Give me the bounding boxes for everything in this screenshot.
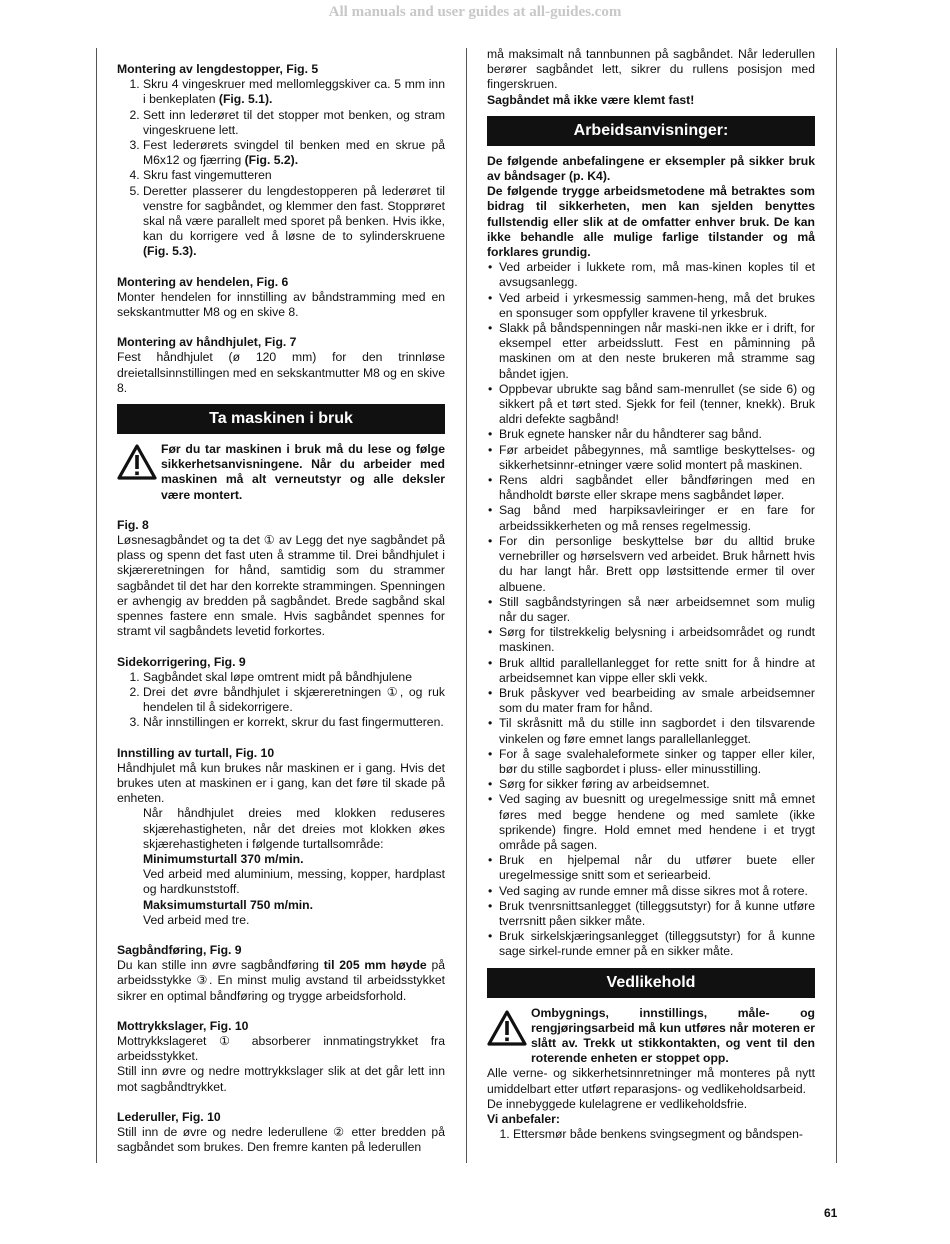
warning-block [487, 1006, 815, 1067]
paragraph: Ved arbeid med tre. [143, 912, 250, 927]
paragraph: Løsnesagbåndet og ta det ① av Legg det nye sagbåndet på plass og spenn det fast uten å stramme til. Drei båndhjulet i skjæreretningen for hånd, samtidig som du strammer sagbåndet til det har den korrekte strammingen. Spenningen er avhengig av bredden på sagbåndet. Brede sagbånd skal spennes fastere enn smale. Hvis sagbåndet spennes for stramt vil sagbåndets levetid forkortes. [117, 533, 445, 639]
bullet-item: • Før arbeidet påbegynnes, må samtlige beskyttelses- og sikkerhetsinnr-etninger være solid montert på maskinen. [499, 443, 815, 473]
section-heading: Montering av hendelen, Fig. 6 [117, 274, 289, 289]
section-heading: Sagbåndføring, Fig. 9 [117, 942, 242, 957]
section-heading: Mottrykkslager, Fig. 10 [117, 1018, 249, 1033]
section-heading: Montering av håndhjulet, Fig. 7 [117, 335, 297, 350]
section-banner: Arbeidsanvisninger: [487, 116, 815, 146]
paragraph: Monter hendelen for innstilling av båndstramming med en sekskantmutter M8 og en skive 8. [117, 289, 445, 320]
list-item: 2. Sett inn lederøret til det stopper mot benken, og stram vingeskruene lett. [143, 108, 445, 138]
warning-text: Ombygnings, innstillings, måle- og rengjøringsarbeid må kun utføres når moteren er slått av. Trekk ut stikkontakten, og vent til den roterende enheten er stoppet opp. [531, 1005, 815, 1066]
warning-triangle-icon [117, 444, 157, 480]
intro-paragraph: De følgende anbefalingene er eksempler på sikker bruk av båndsager (p. K4). [487, 153, 815, 184]
bold-note: Sagbåndet må ikke være klemt fast! [487, 92, 695, 107]
bullet-item: • Bruk egnete hansker når du håndterer sag bånd. [499, 427, 815, 442]
paragraph: Still inn de øvre og nedre lederullene ② etter bredden på sagbåndet som brukes. Den fremre kanten på lederullen [117, 1124, 445, 1155]
bullet-item: • Sørg for sikker føring av arbeidsemnet. [499, 777, 815, 792]
bullet-item: • Slakk på båndspenningen når maski-nen ikke er i drift, for eksempel etter arbeidsslutt. Fest en påminning på maskinen om at den neste brukeren må stramme sag båndet igjen. [499, 321, 815, 382]
list-item: 5. Deretter plasserer du lengdestopperen på lederøret til venstre for sagbåndet, og klemmer den fast. Stopprøret skal nå være parallelt med sporet på benken. Hvis ikke, kan du korrigere ved å løsne de to sylinderskruene (Fig. 5.3). [143, 184, 445, 260]
section-heading: Fig. 8 [117, 517, 149, 532]
bullet-item: • Oppbevar ubrukte sag bånd sam-menrullet (se side 6) og sikkert på et tørt sted. Sjekk for feil (tenner, knekk). Bruk aldri defekte sagbånd! [499, 382, 815, 428]
list-item: 4. Skru fast vingemutteren [143, 168, 445, 183]
page-number: 61 [824, 1206, 838, 1220]
paragraph: De innebyggede kulelagrene er vedlikeholdsfrie. [487, 1096, 748, 1111]
warning-triangle-icon [487, 1010, 527, 1046]
paragraph: må maksimalt nå tannbunnen på sagbåndet. Når lederullen berører sagbåndet lett, sikrer du rullens posisjon med fingerskruen. [487, 47, 815, 92]
section-heading: Montering av lengdestopper, Fig. 5 [117, 62, 319, 76]
bullet-item: • Ved saging av buesnitt og uregelmessige snitt må emnet føres med begge hendene og med samlete (ikke sprikende) fingre. Hold emnet med hendene i et trygt område på sagen. [499, 792, 815, 853]
intro-paragraph: De følgende trygge arbeidsmetodene må betraktes som bidrag til sikkerheten, men kan sjelden benyttes fullstendig eller slik at de omfatter enhver bruk. De kan ikke behandle alle mulige farlige tilstander og må forklares grundig. [487, 184, 815, 260]
list-item: 1. Sagbåndet skal løpe omtrent midt på båndhjulene [143, 670, 445, 685]
bullet-item: • Bruk påskyver ved bearbeiding av smale arbeidsemner som du mater fram for hånd. [499, 686, 815, 716]
paragraph: Du kan stille inn øvre sagbåndføring til 205 mm høyde på arbeidsstykke ③. En minst mulig avstand til arbeidsstykket sikrer en optimal båndføring og trygge arbeidsforhold. [117, 958, 445, 1003]
right-column [487, 47, 815, 1142]
right-margin-rule [836, 48, 837, 1163]
recommend-label: Vi anbefaler: [487, 1112, 560, 1126]
bullet-item: • Sørg for tilstrekkelig belysning i arbeidsområdet og rundt maskinen. [499, 625, 815, 655]
bullet-item: • Rens aldri sagbåndet eller båndføringen med en håndholdt børste eller skrape mens sagbåndet løper. [499, 473, 815, 503]
list-item: 3. Fest lederørets svingdel til benken med en skrue på M6x12 og fjærring (Fig. 5.2). [143, 138, 445, 168]
paragraph: Håndhjulet må kun brukes når maskinen er i gang. Hvis det brukes uten at maskinen er i gang, kan det føre til skade på enheten. [117, 760, 445, 806]
list-item: 3. Når innstillingen er korrekt, skrur du fast fingermutteren. [143, 715, 445, 730]
section-heading: Lederuller, Fig. 10 [117, 1109, 221, 1124]
numbered-list [487, 1127, 815, 1142]
bullet-list [487, 260, 815, 959]
indented-block [117, 806, 445, 928]
warning-text: Før du tar maskinen i bruk må du lese og følge sikkerhetsanvisningene. Når du arbeider med maskinen må alt verneutstyr og alle deksler være montert. [161, 442, 445, 502]
bullet-item: • Bruk sirkelskjæringsanlegget (tilleggsutstyr) for å kunne sage sirkel-runde emner på en sikker måte. [499, 929, 815, 959]
section-banner: Ta maskinen i bruk [117, 404, 445, 434]
paragraph: Alle verne- og sikkerhetsinnretninger må monteres på nytt umiddelbart etter utført reparasjons- og vedlikeholdsarbeid. [487, 1066, 815, 1096]
left-column [117, 62, 445, 1155]
bullet-item: • Ved saging av runde emner må disse sikres mot å rotere. [499, 884, 815, 899]
bullet-item: • Bruk en hjelpemal når du utfører buete eller uregelmessige snitt som et seriearbeid. [499, 853, 815, 883]
bullet-item: • Sag bånd med harpiksavleiringer er en fare for arbeidssikkerheten og må renses regelmessig. [499, 503, 815, 533]
max-speed-label: Maksimumsturtall 750 m/min. [143, 897, 314, 912]
paragraph: Fest håndhjulet (ø 120 mm) for den trinnløse dreietallsinnstillingen med en sekskantmutter M8 og en skive 8. [117, 350, 445, 395]
bullet-item: • Ved arbeider i lukkete rom, må mas-kinen koples til et avsugsanlegg. [499, 260, 815, 290]
list-item: 1. Skru 4 vingeskruer med mellomleggskiver ca. 5 mm inn i benkeplaten (Fig. 5.1). [143, 77, 445, 107]
numbered-list [117, 77, 445, 259]
paragraph: Still inn øvre og nedre mottrykkslager slik at det går lett inn mot sagbåndtrykket. [117, 1064, 445, 1094]
bullet-item: • Til skråsnitt må du stille inn sagbordet i den tilsvarende vinkelen og føre emnet langs parallellanlegget. [499, 716, 815, 746]
bullet-item: • Ved arbeid i yrkesmessig sammen-heng, må det brukes en sponsuger som oppfyller kravene til yrkesbruk. [499, 291, 815, 321]
bullet-item: • Still sagbåndstyringen så nær arbeidsemnet som mulig når du sager. [499, 595, 815, 625]
left-margin-rule [96, 48, 97, 1163]
warning-block [117, 442, 445, 503]
bullet-item: • For å sage svalehaleformete sinker og tapper eller kiler, bør du stille sagbordet i pluss- eller minusstilling. [499, 747, 815, 777]
min-speed-label: Minimumsturtall 370 m/min. [143, 851, 304, 866]
numbered-list [117, 670, 445, 731]
list-item: 1. Ettersmør både benkens svingsegment og båndspen- [513, 1127, 815, 1142]
bullet-item: • Bruk alltid parallellanlegget for rette snitt for å hindre at arbeidsemnet kan vippe eller skli vekk. [499, 656, 815, 686]
section-heading: Sidekorrigering, Fig. 9 [117, 654, 246, 669]
bullet-item: • For din personlige beskyttelse bør du alltid bruke vernebriller og hørselsvern ved arbeidet. Bruk hårnett hvis du har langt hår. Brett opp løstsittende ermer til over albuene. [499, 534, 815, 595]
watermark: All manuals and user guides at all-guides.com [328, 4, 622, 20]
paragraph: Mottrykkslageret ① absorberer innmatingstrykket fra arbeidsstykket. [117, 1033, 445, 1064]
center-rule [466, 48, 467, 1163]
list-item: 2. Drei det øvre båndhjulet i skjæreretningen ①, og ruk hendelen til å sidekorrigere. [143, 685, 445, 715]
paragraph: Når håndhjulet dreies med klokken reduseres skjærehastigheten, når det dreies mot klokken økes skjærehastigheten i følgende turtallsområde: [143, 806, 445, 851]
bullet-item: • Bruk tvenrsnittsanlegget (tilleggsutstyr) for å kunne utføre tverrsnitt påen sikker måte. [499, 899, 815, 929]
section-heading: Innstilling av turtall, Fig. 10 [117, 745, 275, 760]
paragraph: Ved arbeid med aluminium, messing, kopper, hardplast og hardkunststoff. [143, 867, 445, 897]
section-banner: Vedlikehold [487, 968, 815, 998]
